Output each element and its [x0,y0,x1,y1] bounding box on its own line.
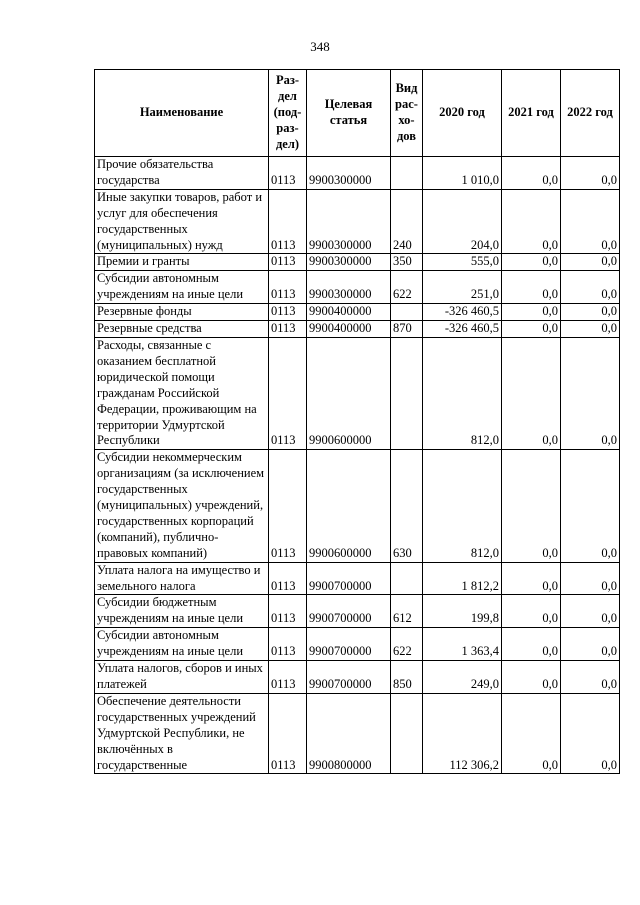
row-name: Субсидии некоммерческим организациям (за исключением государственных (муниципальных) учреждений, государственных корпораций (компаний), публично-правовых компаний) [95,450,269,562]
row-kind: 612 [391,595,423,628]
table-row [95,271,620,304]
row-2021: 0,0 [502,562,561,595]
row-2021: 0,0 [502,450,561,562]
row-2021: 0,0 [502,189,561,254]
row-section: 0113 [269,628,307,661]
row-article: 9900300000 [307,157,391,190]
row-section: 0113 [269,321,307,338]
row-2020: 812,0 [423,450,502,562]
table-row [95,189,620,254]
table-row [95,337,620,449]
table-row [95,628,620,661]
row-2022: 0,0 [561,562,620,595]
row-section: 0113 [269,189,307,254]
row-name: Премии и гранты [95,254,269,271]
row-2020: 199,8 [423,595,502,628]
row-2021: 0,0 [502,157,561,190]
table-row [95,450,620,562]
row-2022: 0,0 [561,661,620,694]
row-2022: 0,0 [561,693,620,774]
row-2020: 249,0 [423,661,502,694]
row-article: 9900700000 [307,661,391,694]
table-row [95,304,620,321]
table-row [95,157,620,190]
row-section: 0113 [269,337,307,449]
row-2022: 0,0 [561,304,620,321]
row-article: 9900400000 [307,321,391,338]
row-article: 9900700000 [307,595,391,628]
row-2020: 555,0 [423,254,502,271]
row-2020: 251,0 [423,271,502,304]
row-2020: -326 460,5 [423,321,502,338]
header-kind: Вид рас- хо- дов [391,70,423,157]
row-kind [391,562,423,595]
row-kind [391,304,423,321]
row-name: Субсидии автономным учреждениям на иные цели [95,271,269,304]
table-row [95,595,620,628]
row-article: 9900800000 [307,693,391,774]
row-article: 9900600000 [307,337,391,449]
row-name: Субсидии автономным учреждениям на иные цели [95,628,269,661]
row-2021: 0,0 [502,337,561,449]
row-name: Расходы, связанные с оказанием бесплатной юридической помощи гражданам Российской Федерации, проживающим на территории Удмуртской Республики [95,337,269,449]
row-kind: 630 [391,450,423,562]
header-row [95,70,620,157]
row-section: 0113 [269,254,307,271]
table-row [95,562,620,595]
page-number: 348 [310,39,330,54]
row-2021: 0,0 [502,254,561,271]
row-2021: 0,0 [502,693,561,774]
row-2020: 112 306,2 [423,693,502,774]
header-2022: 2022 год [561,70,620,157]
row-section: 0113 [269,271,307,304]
row-2022: 0,0 [561,189,620,254]
row-kind: 240 [391,189,423,254]
row-2022: 0,0 [561,628,620,661]
row-2021: 0,0 [502,628,561,661]
row-2020: 812,0 [423,337,502,449]
row-kind: 850 [391,661,423,694]
row-name: Прочие обязательства государства [95,157,269,190]
row-article: 9900400000 [307,304,391,321]
header-2021: 2021 год [502,70,561,157]
row-2021: 0,0 [502,321,561,338]
row-2022: 0,0 [561,321,620,338]
row-section: 0113 [269,157,307,190]
row-section: 0113 [269,562,307,595]
row-2022: 0,0 [561,271,620,304]
table-row [95,254,620,271]
row-name: Резервные средства [95,321,269,338]
row-section: 0113 [269,450,307,562]
row-name: Иные закупки товаров, работ и услуг для обеспечения государственных (муниципальных) нужд [95,189,269,254]
row-2022: 0,0 [561,450,620,562]
row-2020: 204,0 [423,189,502,254]
row-section: 0113 [269,693,307,774]
row-section: 0113 [269,304,307,321]
row-2021: 0,0 [502,304,561,321]
row-article: 9900300000 [307,189,391,254]
header-name: Наименование [95,70,269,157]
row-name: Субсидии бюджетным учреждениям на иные цели [95,595,269,628]
row-2021: 0,0 [502,661,561,694]
header-section: Раз- дел (под- раз- дел) [269,70,307,157]
row-kind [391,337,423,449]
row-article: 9900300000 [307,271,391,304]
row-2020: -326 460,5 [423,304,502,321]
row-section: 0113 [269,661,307,694]
row-article: 9900300000 [307,254,391,271]
row-article: 9900700000 [307,628,391,661]
row-name: Обеспечение деятельности государственных учреждений Удмуртской Республики, не включённых в государственные [95,693,269,774]
budget-table [94,69,620,774]
row-kind: 622 [391,271,423,304]
row-2021: 0,0 [502,595,561,628]
row-2022: 0,0 [561,157,620,190]
table-row [95,321,620,338]
row-2020: 1 812,2 [423,562,502,595]
row-kind: 870 [391,321,423,338]
row-name: Уплата налогов, сборов и иных платежей [95,661,269,694]
row-kind: 622 [391,628,423,661]
header-article: Целевая статья [307,70,391,157]
row-2022: 0,0 [561,337,620,449]
row-article: 9900600000 [307,450,391,562]
row-2020: 1 010,0 [423,157,502,190]
row-2022: 0,0 [561,254,620,271]
row-article: 9900700000 [307,562,391,595]
row-2022: 0,0 [561,595,620,628]
row-2021: 0,0 [502,271,561,304]
row-kind [391,157,423,190]
row-2020: 1 363,4 [423,628,502,661]
table-row [95,693,620,774]
header-2020: 2020 год [423,70,502,157]
row-section: 0113 [269,595,307,628]
row-name: Резервные фонды [95,304,269,321]
row-name: Уплата налога на имущество и земельного налога [95,562,269,595]
table-row [95,661,620,694]
row-kind: 350 [391,254,423,271]
row-kind [391,693,423,774]
